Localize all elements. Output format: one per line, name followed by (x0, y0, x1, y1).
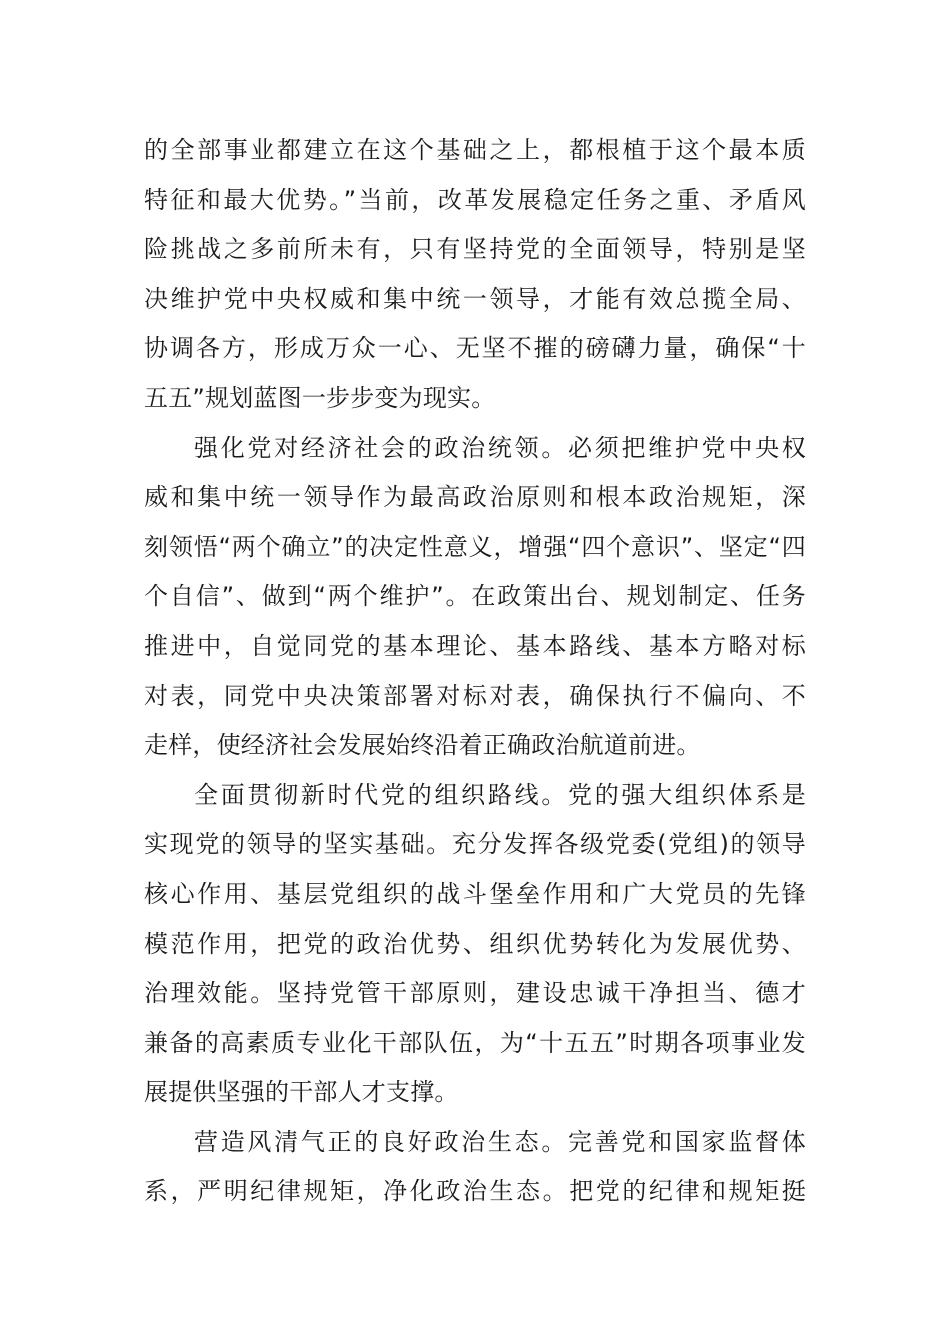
text-line: 五五”规划蓝图一步步变为现实。 (144, 383, 496, 412)
paragraph-heading-line: 强化党对经济社会的政治统领。必须把维护党中央权 (194, 433, 806, 462)
text-line: 刻领悟“两个确立”的决定性意义，增强“四个意识”、坚定“四 (144, 532, 806, 561)
text-line: 走样，使经济社会发展始终沿着正确政治航道前进。 (144, 731, 701, 760)
text-line: 对表，同党中央决策部署对标对表，确保执行不偏向、不 (144, 681, 806, 710)
text-line: 模范作用，把党的政治优势、组织优势转化为发展优势、 (144, 929, 806, 958)
text-line: 核心作用、基层党组织的战斗堡垒作用和广大党员的先锋 (144, 879, 806, 908)
document-body (144, 126, 806, 1217)
text-line: 特征和最大优势。”当前，改革发展稳定任务之重、矛盾风 (144, 185, 806, 214)
paragraph-heading-line: 营造风清气正的良好政治生态。完善党和国家监督体 (194, 1127, 806, 1156)
text-line: 威和集中统一领导作为最高政治原则和根本政治规矩，深 (144, 483, 806, 512)
text-line: 治理效能。坚持党管干部原则，建设忠诚干净担当、德才 (144, 979, 806, 1008)
text-line: 的全部事业都建立在这个基础之上，都根植于这个最本质 (144, 136, 806, 164)
text-line: 险挑战之多前所未有，只有坚持党的全面领导，特别是坚 (144, 235, 806, 264)
text-line: 协调各方，形成万众一心、无坚不摧的磅礴力量，确保“十 (144, 334, 806, 363)
text-line: 决维护党中央权威和集中统一领导，才能有效总揽全局、 (144, 284, 806, 313)
text-line: 兼备的高素质专业化干部队伍，为“十五五”时期各项事业发 (144, 1028, 806, 1057)
text-line: 实现党的领导的坚实基础。充分发挥各级党委(党组)的领导 (144, 830, 806, 859)
text-line: 推进中，自觉同党的基本理论、基本路线、基本方略对标 (144, 631, 806, 660)
text-line: 展提供坚强的干部人才支撑。 (144, 1078, 459, 1107)
text-line: 个自信”、做到“两个维护”。在政策出台、规划制定、任务 (144, 582, 806, 611)
paragraph-heading-line: 全面贯彻新时代党的组织路线。党的强大组织体系是 (194, 780, 806, 809)
text-line: 系，严明纪律规矩，净化政治生态。把党的纪律和规矩挺 (144, 1177, 806, 1206)
